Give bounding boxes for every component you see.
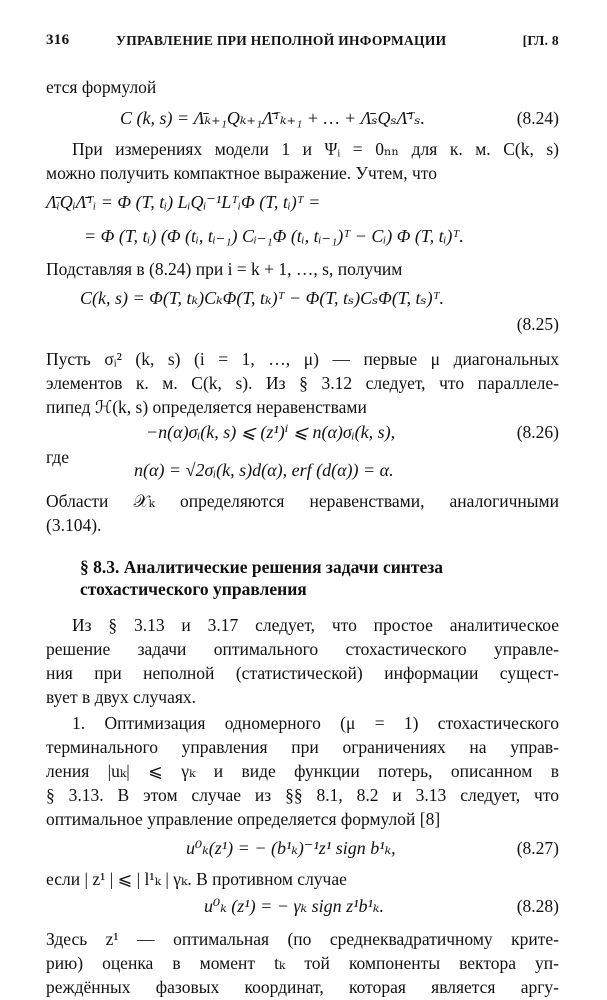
running-header <box>46 30 559 54</box>
text-line: ния при неполной (статистической) информации сущест- <box>46 663 559 683</box>
chapter-label: [ГЛ. 8 <box>522 33 559 48</box>
equation-number: (8.26) <box>516 422 559 442</box>
equation-8-28: u⁰ₖ (z¹) = − γₖ sign z¹b¹ₖ. <box>204 896 384 916</box>
text-line: решение задачи оптимального стохастического управле- <box>46 639 559 659</box>
text-line: (3.104). <box>46 515 102 535</box>
section-heading: стохастического управления <box>80 579 307 599</box>
text-line: ления |uₖ| ⩽ γₖ и виде функции потерь, описанном в <box>46 761 559 781</box>
equation-number: (8.27) <box>516 838 559 858</box>
section-heading: § 8.3. Аналитические решения задачи синтеза <box>80 557 444 577</box>
text-line: При измерениях модели 1 и Ψᵢ = 0ₙₙ для к. м. C(k, s) <box>72 139 559 159</box>
text-line: 1. Оптимизация одномерного (μ = 1) стохастического <box>72 713 559 733</box>
text-line: можно получить компактное выражение. Учтем, что <box>46 163 437 183</box>
equation-8-26: −n(α)σᵢ(k, s) ⩽ (z¹)ⁱ ⩽ n(α)σᵢ(k, s), <box>146 422 396 442</box>
text-line: реждённых фазовых координат, которая является аргу- <box>46 977 559 997</box>
equation-number: (8.24) <box>516 108 559 128</box>
text-line: Подставляя в (8.24) при i = k + 1, …, s, получим <box>46 259 403 279</box>
text-line: терминального управления при ограничениях на управ- <box>46 737 559 757</box>
text-line: Здесь z¹ — оптимальная (по среднеквадратичному крите- <box>46 929 559 949</box>
equation-number: (8.28) <box>516 896 559 916</box>
equation-lambda-q-cont: = Φ (T, tᵢ) (Φ (tᵢ, tᵢ₋₁) Cᵢ₋₁Φ (tᵢ, tᵢ₋₁)ᵀ − Cᵢ) Φ (T, tᵢ)ᵀ. <box>84 226 464 246</box>
page-number: 316 <box>46 32 70 48</box>
equation-number: (8.25) <box>516 314 559 334</box>
text-line: ется формулой <box>46 77 157 97</box>
text-line: элементов к. м. C(k, s). Из § 3.12 следует, что параллеле- <box>46 373 559 393</box>
text-line: оптимальное управление определяется формулой [8] <box>46 809 441 829</box>
equation-8-24: C (k, s) = Λ̄ₖ₊₁Qₖ₊₁Λ̄ᵀₖ₊₁ + … + Λ̄ₛQₛΛ̄ᵀₛ. <box>120 108 425 128</box>
text-line: вует в двух случаях. <box>46 687 197 707</box>
equation-8-25: C(k, s) = Φ(T, tₖ)CₖΦ(T, tₖ)ᵀ − Φ(T, tₛ)CₛΦ(T, tₛ)ᵀ. <box>80 288 445 308</box>
equation-8-27: u⁰ₖ(z¹) = − (b¹ₖ)⁻¹z¹ sign b¹ₖ, <box>186 838 396 858</box>
text-line: § 3.13. В этом случае из §§ 8.1, 8.2 и 3.13 следует, что <box>46 785 559 805</box>
text-line: рию) оценка в момент tₖ той компоненты вектора уп- <box>46 953 559 973</box>
text-line: если | z¹ | ⩽ | l¹ₖ | γₖ. В противном случае <box>46 869 347 889</box>
text-line: Области 𝒳ₖ определяются неравенствами, аналогичными <box>46 491 559 511</box>
running-title: УПРАВЛЕНИЕ ПРИ НЕПОЛНОЙ ИНФОРМАЦИИ <box>116 33 447 48</box>
text-line: где <box>46 447 69 467</box>
equation-lambda-q: Λ̄ᵢQᵢΛ̄ᵀᵢ = Φ (T, tᵢ) LᵢQᵢ⁻¹LᵀᵢΦ (T, tᵢ)ᵀ = <box>46 192 321 212</box>
text-line: Пусть σᵢ² (k, s) (i = 1, …, μ) — первые μ диагональных <box>46 349 559 369</box>
equation-n-alpha: n(α) = √2σᵢ(k, s)d(α), erf (d(α)) = α. <box>134 460 394 480</box>
text-line: пипед ℋ(k, s) определяется неравенствами <box>46 397 367 417</box>
text-line: Из § 3.13 и 3.17 следует, что простое аналитическое <box>72 615 559 635</box>
